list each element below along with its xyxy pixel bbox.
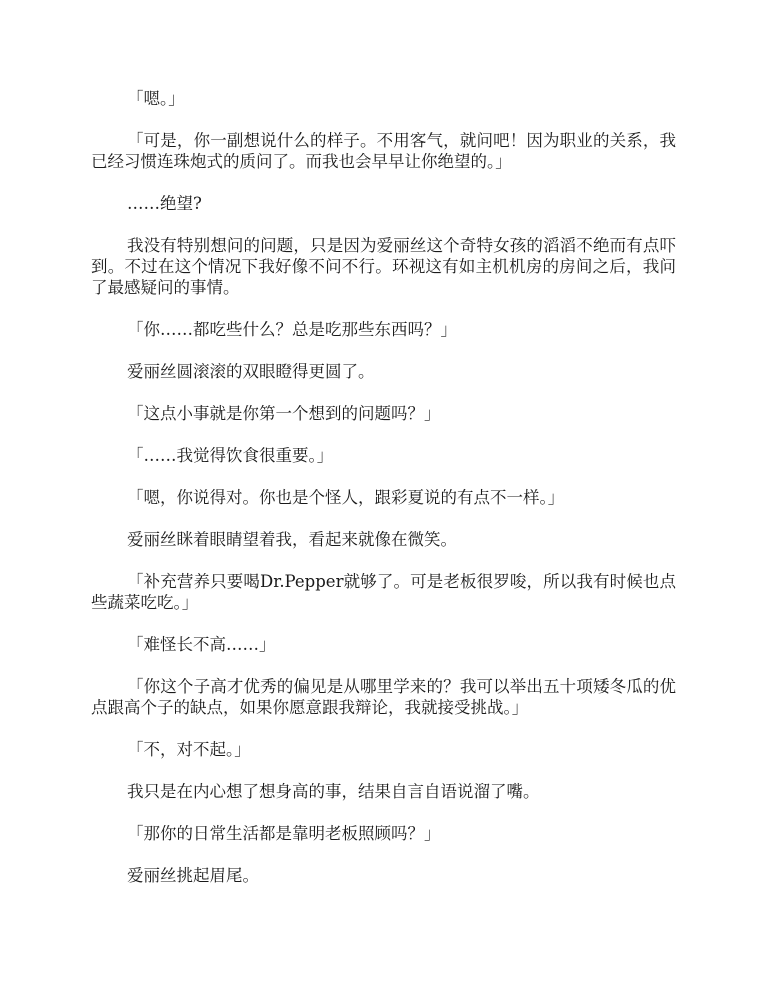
paragraph: 爱丽丝挑起眉尾。 bbox=[127, 866, 259, 885]
paragraph: 「嗯，你说得对。你也是个怪人，跟彩夏说的有点不一样。」 bbox=[127, 488, 565, 507]
paragraph: 「不，对不起。」 bbox=[127, 740, 251, 759]
paragraph: 「可是，你一副想说什么的样子。不用客气，就问吧！因为职业的关系，我已经习惯连珠炮式的质问了。而我也会早早让你绝望的。」 bbox=[91, 131, 676, 171]
paragraph: ……绝望? bbox=[127, 194, 202, 213]
paragraph: 「嗯。」 bbox=[127, 89, 185, 108]
paragraph: 「你这个子高才优秀的偏见是从哪里学来的？我可以举出五十项矮冬瓜的优点跟高个子的缺点，如果你愿意跟我辩论，我就接受挑战。」 bbox=[91, 677, 676, 717]
paragraph: 爱丽丝眯着眼睛望着我，看起来就像在微笑。 bbox=[127, 530, 457, 549]
paragraph: 「那你的日常生活都是靠明老板照顾吗？」 bbox=[127, 824, 441, 843]
paragraph: 爱丽丝圆滚滚的双眼瞪得更圆了。 bbox=[127, 362, 375, 381]
document-page bbox=[91, 88, 676, 907]
paragraph: 「……我觉得饮食很重要。」 bbox=[127, 446, 334, 465]
paragraph: 「你……都吃些什么？总是吃那些东西吗？」 bbox=[127, 320, 457, 339]
paragraph: 「这点小事就是你第一个想到的问题吗？」 bbox=[127, 404, 441, 423]
paragraph: 「补充营养只要喝Dr.Pepper就够了。可是老板很罗唆，所以我有时候也点些蔬菜吃吃。」 bbox=[91, 572, 676, 612]
paragraph: 我只是在内心想了想身高的事，结果自言自语说溜了嘴。 bbox=[127, 782, 540, 801]
paragraph: 我没有特别想问的问题，只是因为爱丽丝这个奇特女孩的滔滔不绝而有点吓到。不过在这个情况下我好像不问不行。环视这有如主机机房的房间之后，我问了最感疑问的事情。 bbox=[91, 236, 676, 297]
paragraph: 「难怪长不高……」 bbox=[127, 635, 276, 654]
